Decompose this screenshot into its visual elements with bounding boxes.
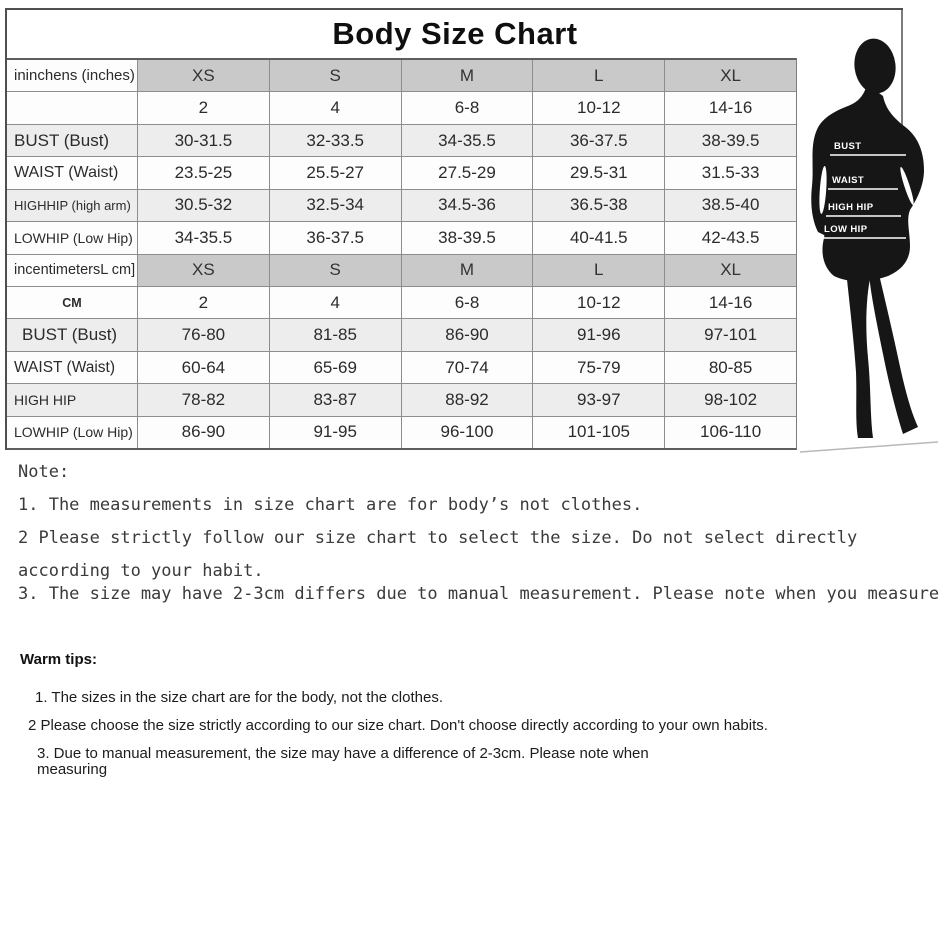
size-table-row [7, 124, 796, 156]
size-value-cell: 38-39.5 [401, 222, 533, 253]
size-value-cell: 106-110 [664, 417, 796, 448]
size-table-row [7, 383, 796, 415]
size-value-cell: 34.5-36 [401, 190, 533, 221]
size-value-cell: 65-69 [269, 352, 401, 383]
size-value-cell: 91-95 [269, 417, 401, 448]
size-value-cell: 42-43.5 [664, 222, 796, 253]
size-value-cell: 6-8 [401, 287, 533, 318]
size-value-cell: 10-12 [532, 287, 664, 318]
size-value-cell: 2 [137, 92, 269, 123]
size-value-cell: 97-101 [664, 319, 796, 350]
size-table-row [7, 221, 796, 253]
size-table-header-row [7, 60, 796, 91]
ground-line [800, 442, 938, 452]
page-title: Body Size Chart [332, 16, 578, 51]
row-label: HIGHHIP (high arm) [7, 190, 137, 221]
body-silhouette-figure [798, 28, 940, 460]
size-table-row [7, 416, 796, 448]
size-value-cell: 93-97 [532, 384, 664, 415]
silhouette-shape [811, 36, 924, 438]
note-line: 2 Please strictly follow our size chart to select the size. Do not select directly [18, 528, 858, 548]
size-value-cell: 30-31.5 [137, 125, 269, 156]
row-label: LOWHIP (Low Hip) [14, 229, 133, 246]
size-value-cell: 40-41.5 [532, 222, 664, 253]
size-value-cell: 81-85 [269, 319, 401, 350]
size-value-cell: 25.5-27 [269, 157, 401, 188]
warm-tips-heading: Warm tips: [20, 651, 97, 668]
figure-label-high-hip: HIGH HIP [828, 202, 874, 213]
size-value-cell: 86-90 [137, 417, 269, 448]
size-header-cell: XL [664, 255, 796, 286]
size-value-cell: 101-105 [532, 417, 664, 448]
size-value-cell: 80-85 [664, 352, 796, 383]
size-table [7, 58, 797, 450]
size-table-row [7, 156, 796, 188]
size-value-cell: 98-102 [664, 384, 796, 415]
row-label [7, 92, 137, 123]
size-table-row [7, 351, 796, 383]
size-header-cell: S [269, 255, 401, 286]
size-value-cell: 6-8 [401, 92, 533, 123]
size-value-cell: 91-96 [532, 319, 664, 350]
size-value-cell: 4 [269, 287, 401, 318]
warm-tips-list [28, 690, 788, 778]
size-value-cell: 30.5-32 [137, 190, 269, 221]
figure-label-bust: BUST [834, 141, 862, 152]
row-label: HIGH HIP [7, 384, 137, 415]
size-value-cell: 88-92 [401, 384, 533, 415]
size-header-cell: XS [137, 255, 269, 286]
note-line: 3. The size may have 2-3cm differs due to manual measurement. Please note when you measure [18, 584, 940, 604]
notes-section [18, 462, 946, 604]
size-value-cell: 14-16 [664, 287, 796, 318]
size-table-row [7, 189, 796, 221]
size-value-cell: 36-37.5 [532, 125, 664, 156]
size-table-header-row [7, 254, 796, 286]
row-label: WAIST (Waist) [14, 358, 116, 376]
size-table-row [7, 286, 796, 318]
size-value-cell: 32-33.5 [269, 125, 401, 156]
notes-heading: Note: [18, 462, 70, 482]
row-label: BUST (Bust) [7, 125, 137, 156]
figure-label-waist: WAIST [832, 175, 865, 186]
size-value-cell: 36.5-38 [532, 190, 664, 221]
row-label: BUST (Bust) [7, 319, 137, 350]
size-value-cell: 83-87 [269, 384, 401, 415]
size-value-cell: 4 [269, 92, 401, 123]
row-label: ininchens (inches) [14, 67, 135, 85]
size-value-cell: 34-35.5 [137, 222, 269, 253]
size-header-cell: XS [137, 60, 269, 91]
size-value-cell: 36-37.5 [269, 222, 401, 253]
note-line: 1. The measurements in size chart are for body’s not clothes. [18, 495, 643, 515]
row-label: LOWHIP (Low Hip) [14, 424, 133, 441]
size-value-cell: 75-79 [532, 352, 664, 383]
warm-tip-line: 3. Due to manual measurement, the size may have a difference of 2-3cm. Please note when measuring [37, 744, 649, 778]
size-header-cell: M [401, 255, 533, 286]
size-value-cell: 29.5-31 [532, 157, 664, 188]
size-value-cell: 70-74 [401, 352, 533, 383]
size-value-cell: 86-90 [401, 319, 533, 350]
warm-tip-line: 2 Please choose the size strictly according to our size chart. Don't choose directly according to your own habits. [28, 716, 768, 734]
size-value-cell: 38.5-40 [664, 190, 796, 221]
size-header-cell: XL [664, 60, 796, 91]
size-header-cell: L [532, 255, 664, 286]
size-value-cell: 14-16 [664, 92, 796, 123]
size-chart-box [5, 8, 903, 450]
size-value-cell: 60-64 [137, 352, 269, 383]
size-header-cell: M [401, 60, 533, 91]
row-label: CM [62, 295, 82, 310]
size-value-cell: 10-12 [532, 92, 664, 123]
size-value-cell: 34-35.5 [401, 125, 533, 156]
warm-tip-line: 1. The sizes in the size chart are for the body, not the clothes. [35, 689, 444, 706]
size-value-cell: 76-80 [137, 319, 269, 350]
size-value-cell: 38-39.5 [664, 125, 796, 156]
size-value-cell: 23.5-25 [137, 157, 269, 188]
size-value-cell: 31.5-33 [664, 157, 796, 188]
size-value-cell: 32.5-34 [269, 190, 401, 221]
size-value-cell: 96-100 [401, 417, 533, 448]
row-label: WAIST (Waist) [14, 163, 119, 181]
size-table-row [7, 318, 796, 350]
note-line: according to your habit. [18, 561, 264, 581]
size-header-cell: L [532, 60, 664, 91]
size-table-row [7, 91, 796, 123]
figure-label-low-hip: LOW HIP [824, 224, 868, 235]
size-value-cell: 27.5-29 [401, 157, 533, 188]
size-header-cell: S [269, 60, 401, 91]
size-value-cell: 2 [137, 287, 269, 318]
size-value-cell: 78-82 [137, 384, 269, 415]
row-label: incentimetersL cm] [14, 262, 136, 279]
